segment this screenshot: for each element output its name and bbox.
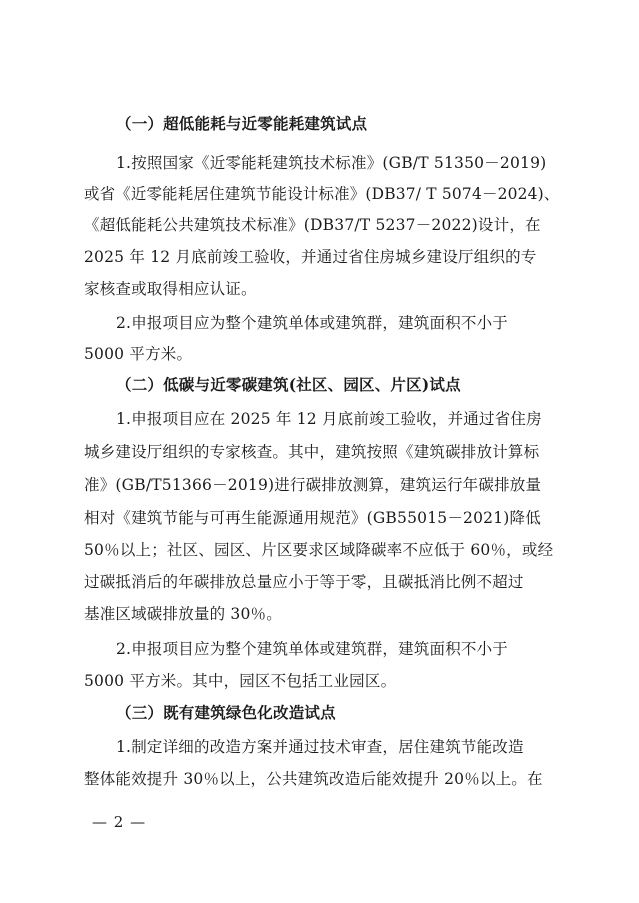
section-3-heading: （三）既有建筑绿色化改造试点 — [116, 703, 336, 722]
paragraph-line: 50％以上；社区、园区、片区要求区域降碳率不应低于 60％，或经 — [84, 541, 554, 559]
paragraph-line: 5000 平方米。 — [84, 345, 193, 363]
page-number: — 2 — — [92, 813, 147, 831]
paragraph-line: 《超低能耗公共建筑技术标准》(DB37/T 5237－2022)设计，在 — [84, 216, 541, 234]
paragraph-line: 1.按照国家《近零能耗建筑技术标准》(GB/T 51350－2019) — [116, 154, 547, 172]
paragraph-line: 相对《建筑节能与可再生能源通用规范》(GB55015－2021)降低 — [84, 509, 541, 527]
paragraph-line: 家核查或取得相应认证。 — [84, 280, 257, 298]
paragraph-line: 或省《近零能耗居住建筑节能设计标准》(DB37/ T 5074－2024)、 — [84, 185, 560, 203]
section-2-heading: （二）低碳与近零碳建筑(社区、园区、片区)试点 — [116, 375, 461, 394]
paragraph-line: 5000 平方米。其中，园区不包括工业园区。 — [84, 672, 397, 690]
paragraph-line: 整体能效提升 30％以上，公共建筑改造后能效提升 20％以上。在 — [84, 770, 543, 788]
paragraph-line: 1.制定详细的改造方案并通过技术审查，居住建筑节能改造 — [116, 738, 524, 756]
paragraph-line: 城乡建设厅组织的专家核查。其中，建筑按照《建筑碳排放计算标 — [84, 443, 540, 461]
paragraph-line: 准》(GB/T51366－2019)进行碳排放测算，建筑运行年碳排放量 — [84, 476, 542, 494]
paragraph-line: 过碳抵消后的年碳排放总量应小于等于零，且碳抵消比例不超过 — [84, 573, 524, 591]
paragraph-line: 基准区域碳排放量的 30％。 — [84, 605, 282, 623]
paragraph-line: 2.申报项目应为整个建筑单体或建筑群，建筑面积不小于 — [116, 640, 508, 658]
paragraph-line: 1.申报项目应在 2025 年 12 月底前竣工验收，并通过省住房 — [116, 410, 542, 428]
paragraph-line: 2025 年 12 月底前竣工验收，并通过省住房城乡建设厅组织的专 — [84, 248, 537, 266]
paragraph-line: 2.申报项目应为整个建筑单体或建筑群，建筑面积不小于 — [116, 314, 508, 332]
section-1-heading: （一）超低能耗与近零能耗建筑试点 — [116, 114, 368, 133]
